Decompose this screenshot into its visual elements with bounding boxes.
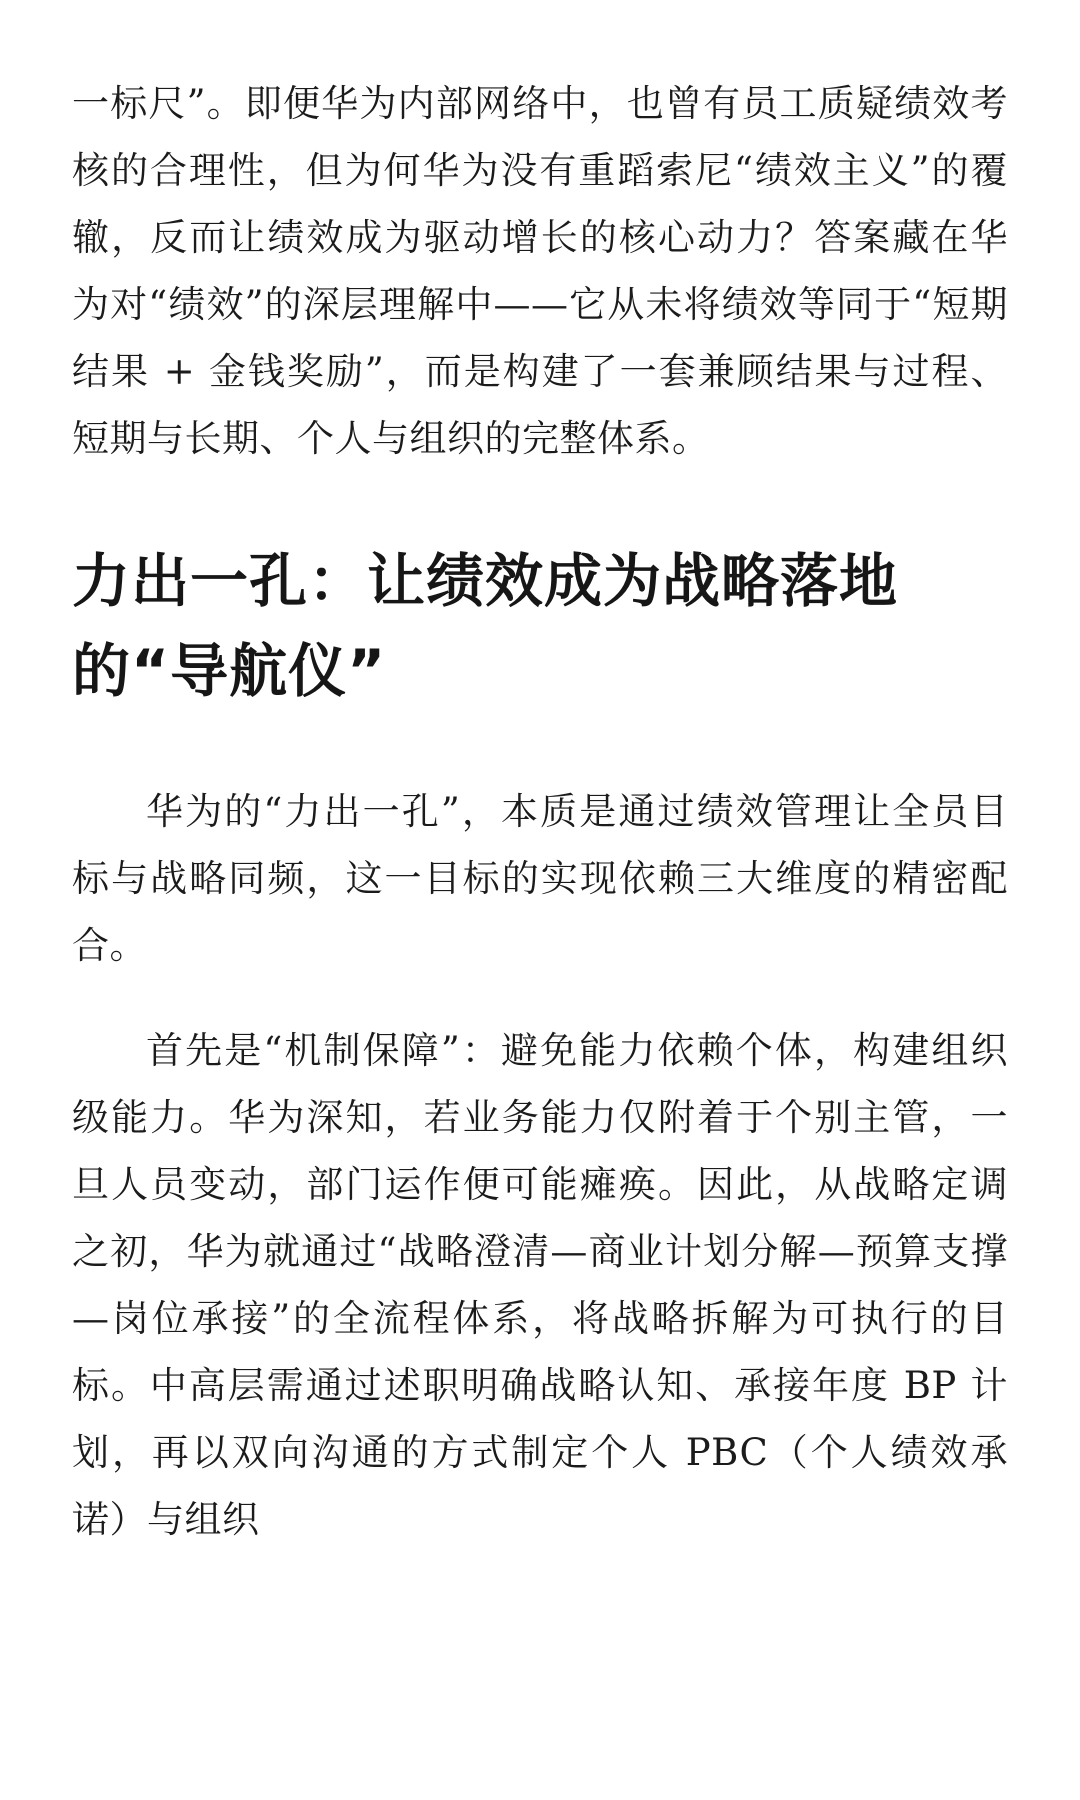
section-heading: 力出一孔：让绩效成为战略落地的“导航仪” bbox=[72, 547, 899, 705]
body-paragraph-1: 华为的“力出一孔”，本质是通过绩效管理让全员目标与战略同频，这一目标的实现依赖三大维度的精密配合。 bbox=[72, 790, 1008, 967]
body-paragraph-2: 首先是“机制保障”：避免能力依赖个体，构建组织级能力。华为深知，若业务能力仅附着于个别主管，一旦人员变动，部门运作便可能瘫痪。因此，从战略定调之初，华为就通过“战略澄清—商业计划分解—预算支撑—岗位承接”的全流程体系，将战略拆解为可执行的目标。中高层需通过述职明确战略认知、承接年度 BP 计划，再以双向沟通的方式制定个人 PBC（个人绩效承诺）与组织 bbox=[72, 1029, 1008, 1541]
intro-paragraph: 一标尺”。即便华为内部网络中，也曾有员工质疑绩效考核的合理性，但为何华为没有重蹈索尼“绩效主义”的覆辙，反而让绩效成为驱动增长的核心动力？答案藏在华为对“绩效”的深层理解中——它从未将绩效等同于“短期结果 + 金钱奖励”，而是构建了一套兼顾结果与过程、短期与长期、个人与组织的完整体系。 bbox=[72, 82, 1008, 460]
